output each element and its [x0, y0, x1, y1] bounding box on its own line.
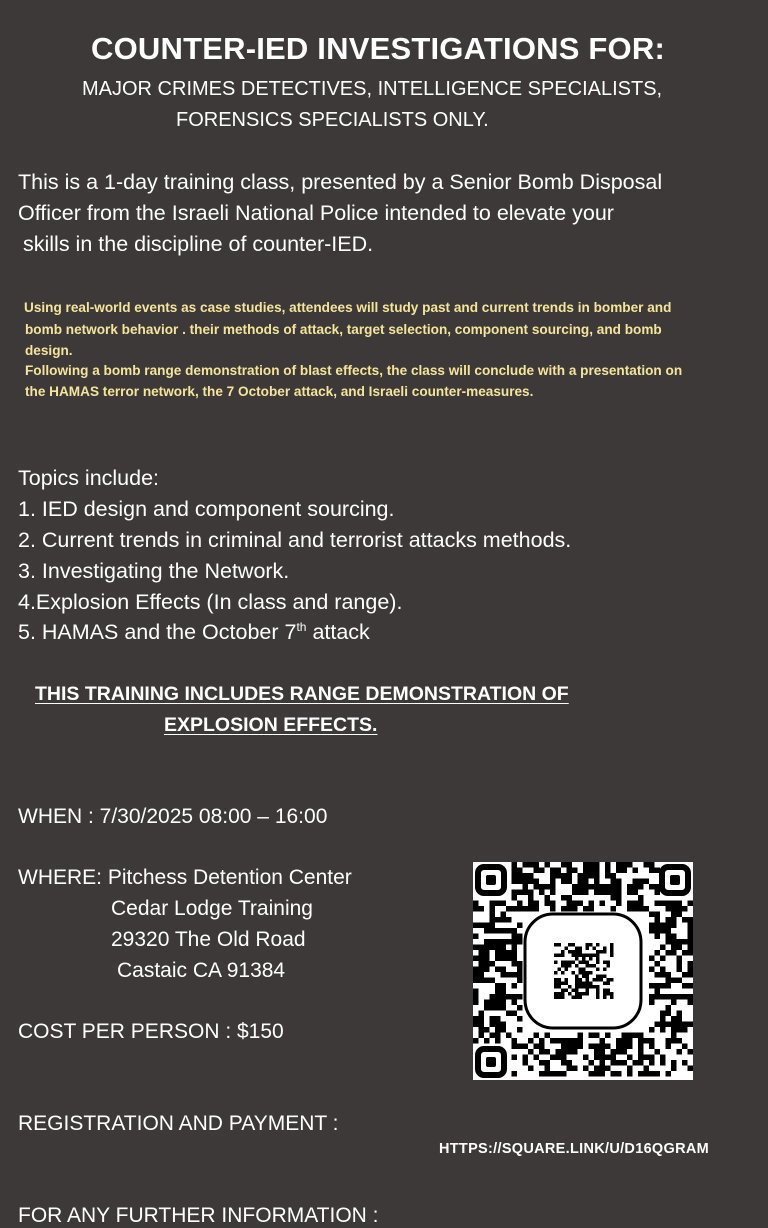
registration-link[interactable]: HTTPS://SQUARE.LINK/U/D16QGRAM	[439, 1141, 710, 1157]
qr-code-icon	[473, 862, 693, 1080]
description-line-5: the HAMAS terror network, the 7 October attack, and Israeli counter-measures.	[25, 384, 534, 399]
range-note-line-1: THIS TRAINING INCLUDES RANGE DEMONSTRATION OF	[35, 683, 569, 705]
description-line-1: Using real-world events as case studies, attendees will study past and current trends in bomber and	[24, 300, 672, 315]
event-location: WHERE: Pitchess Detention Center	[18, 866, 352, 889]
description-line-4: Following a bomb range demonstration of blast effects, the class will conclude with a presentation on	[25, 363, 683, 378]
further-info-label: FOR ANY FURTHER INFORMATION :	[18, 1204, 379, 1227]
intro-line-3: skills in the discipline of counter-IED.	[23, 232, 374, 256]
registration-label: REGISTRATION AND PAYMENT :	[18, 1112, 339, 1135]
event-date: WHEN : 7/30/2025 08:00 – 16:00	[18, 805, 328, 828]
description-line-3: design.	[25, 343, 73, 358]
address-line: Cedar Lodge Training	[111, 897, 313, 920]
description-line-2: bomb network behavior . their methods of attack, target selection, component sourcing, and bomb	[25, 322, 662, 337]
cost: COST PER PERSON : $150	[18, 1020, 284, 1043]
topic-item: 3. Investigating the Network.	[18, 559, 290, 583]
audience-line-1: MAJOR CRIMES DETECTIVES, INTELLIGENCE SPECIALISTS,	[82, 78, 663, 100]
range-note-line-2: EXPLOSION EFFECTS.	[164, 714, 378, 736]
address-line: 29320 The Old Road	[111, 928, 306, 951]
topics-heading: Topics include:	[18, 466, 160, 490]
address-line: Castaic CA 91384	[117, 959, 286, 982]
topic-item: 5. HAMAS and the October 7th attack	[18, 620, 370, 645]
topic-item: 2. Current trends in criminal and terrorist attacks methods.	[18, 528, 572, 552]
page-title: COUNTER-IED INVESTIGATIONS FOR:	[91, 31, 665, 66]
topic-item: 1. IED design and component sourcing.	[18, 497, 395, 521]
intro-line-1: This is a 1-day training class, presented by a Senior Bomb Disposal	[18, 170, 663, 194]
audience-line-2: FORENSICS SPECIALISTS ONLY.	[176, 109, 489, 131]
intro-line-2: Officer from the Israeli National Police intended to elevate your	[18, 201, 614, 225]
topic-item: 4.Explosion Effects (In class and range).	[18, 590, 403, 614]
